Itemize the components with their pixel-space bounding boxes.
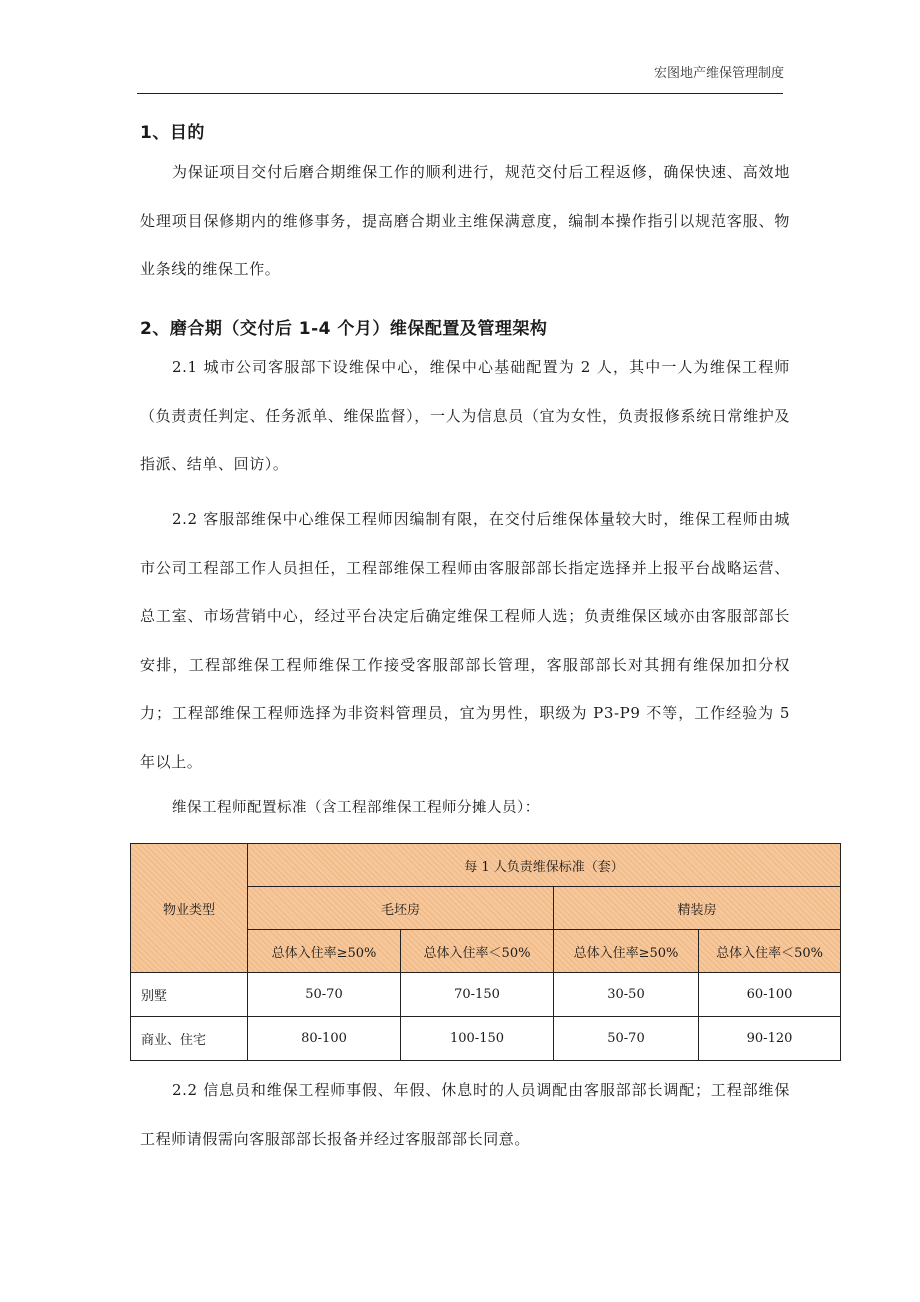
table-header-unfinished: 毛坯房 <box>248 887 554 930</box>
table-header-occupancy-low: 总体入住率＜50% <box>401 930 554 973</box>
paragraph-2-2: 2.2 客服部维保中心维保工程师因编制有限，在交付后维保体量较大时，维保工程师由城市公司工程部工作人员担任，工程部维保工程师由客服部部长指定选择并上报平台战略运营、总工室、市场营销中心，经过平台决定后确定维保工程师人选；负责维保区域亦由客服部部长安排，工程部维保工程师维保工作接受客服部部长管理，客服部部长对其拥有维保加扣分权力；工程部维保工程师选择为非资料管理员，宜为男性，职级为 P3-P9 不等，工作经验为 5 年以上。 <box>140 510 790 771</box>
table-cell-type: 别墅 <box>131 973 248 1017</box>
table-header-standard: 每 1 人负责维保标准（套） <box>248 844 841 887</box>
paragraph-2-2-staffing: 2.2 信息员和维保工程师事假、年假、休息时的人员调配由客服部部长调配；工程部维保工程师请假需向客服部部长报备并经过客服部部长同意。 <box>140 1081 790 1148</box>
table-cell: 80-100 <box>248 1017 401 1061</box>
table-cell: 90-120 <box>699 1017 841 1061</box>
section-1-paragraph: 为保证项目交付后磨合期维保工作的顺利进行，规范交付后工程返修，确保快速、高效地处理项目保修期内的维修事务，提高磨合期业主维保满意度，编制本操作指引以规范客服、物业条线的维保工作。 <box>140 163 790 278</box>
table-cell: 50-70 <box>554 1017 699 1061</box>
table-header-occupancy-high: 总体入住率≥50% <box>248 930 401 973</box>
section-2-heading: 2、磨合期（交付后 1-4 个月）维保配置及管理架构 <box>140 319 548 339</box>
page-header-title: 宏图地产维保管理制度 <box>653 66 784 81</box>
header-divider <box>137 93 783 94</box>
table-header-occupancy-low: 总体入住率＜50% <box>699 930 841 973</box>
staffing-standard-table <box>130 843 841 1061</box>
paragraph-2-1: 2.1 城市公司客服部下设维保中心，维保中心基础配置为 2 人，其中一人为维保工程师（负责责任判定、任务派单、维保监督），一人为信息员（宜为女性，负责报修系统日常维护及指派、结单、回访）。 <box>140 358 790 473</box>
table-header-finished: 精装房 <box>554 887 841 930</box>
table-cell: 70-150 <box>401 973 554 1017</box>
table-header-occupancy-high: 总体入住率≥50% <box>554 930 699 973</box>
table-cell-type: 商业、住宅 <box>131 1017 248 1061</box>
table-cell: 100-150 <box>401 1017 554 1061</box>
table-cell: 50-70 <box>248 973 401 1017</box>
table-cell: 30-50 <box>554 973 699 1017</box>
table-row <box>131 1017 841 1061</box>
table-cell: 60-100 <box>699 973 841 1017</box>
section-1-heading: 1、目的 <box>140 123 205 143</box>
table-caption: 维保工程师配置标准（含工程部维保工程师分摊人员）： <box>172 800 540 816</box>
table-row <box>131 973 841 1017</box>
table-header-property-type: 物业类型 <box>131 844 248 973</box>
